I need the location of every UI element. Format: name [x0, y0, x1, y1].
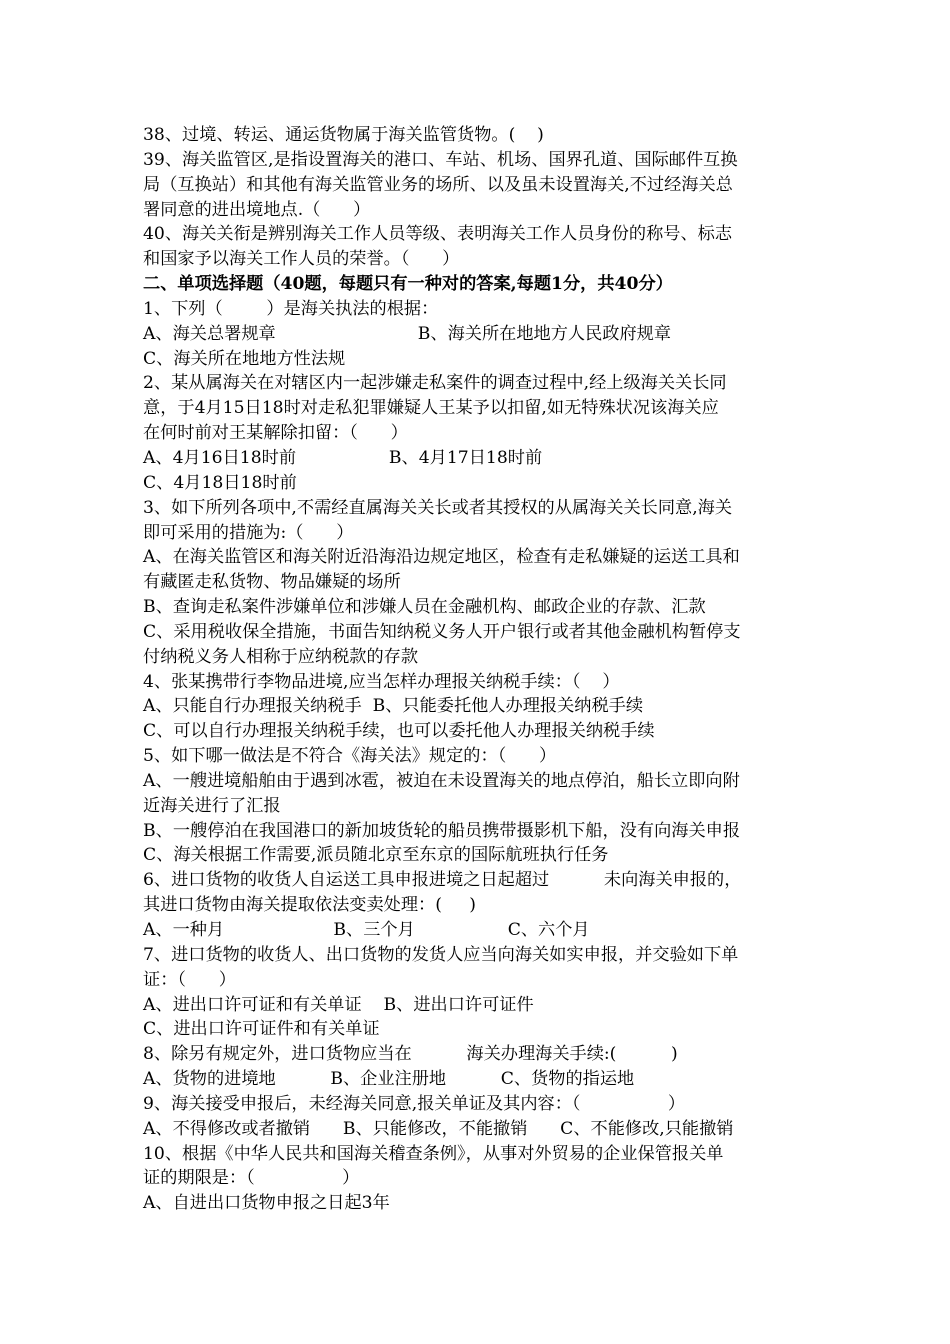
text-line: 局（互换站）和其他有海关监管业务的场所、以及虽未设置海关,不过经海关总 [143, 174, 733, 195]
text-line: C、进出口许可证件和有关单证 [143, 1019, 380, 1040]
text-line: A、在海关监管区和海关附近沿海沿边规定地区，检查有走私嫌疑的运送工具和 [143, 547, 740, 568]
text-line: A、不得修改或者撤销 B、只能修改，不能撤销 C、不能修改,只能撤销 [143, 1118, 734, 1139]
text-line: 付纳税义务人相称于应纳税款的存款 [143, 646, 419, 667]
text-line: 证的期限是：（ ） [143, 1168, 360, 1189]
text-line: A、只能自行办理报关纳税手 B、只能委托他人办理报关纳税手续 [143, 696, 644, 717]
text-line: 其进口货物由海关提取依法变卖处理：( ) [143, 895, 476, 916]
text-line: C、海关所在地地方性法规 [143, 348, 346, 369]
text-line: 4、张某携带行李物品进境,应当怎样办理报关纳税手续：（ ） [143, 671, 620, 692]
text-line: 3、如下所列各项中,不需经直属海关关长或者其授权的从属海关关长同意,海关 [143, 497, 733, 518]
text-line: 即可采用的措施为:（ ） [143, 522, 354, 543]
text-line: 8、除另有规定外，进口货物应当在 海关办理海关手续:( ) [143, 1044, 678, 1065]
text-line: C、采用税收保全措施，书面告知纳税义务人开户银行或者其他金融机构暂停支 [143, 621, 741, 642]
text-line: 7、进口货物的收货人、出口货物的发货人应当向海关如实申报，并交验如下单 [143, 944, 739, 965]
text-line: C、4月18日18时前 [143, 472, 297, 493]
text-line: B、查询走私案件涉嫌单位和涉嫌人员在金融机构、邮政企业的存款、汇款 [143, 597, 706, 618]
text-line: 和国家予以海关工作人员的荣誉。（ ） [143, 249, 460, 270]
text-line: 证：（ ） [143, 969, 236, 990]
text-line: A、一种月 B、三个月 C、六个月 [143, 920, 590, 940]
text-line: 2、某从属海关在对辖区内一起涉嫌走私案件的调查过程中,经上级海关关长同 [143, 373, 727, 394]
text-line: 39、海关监管区,是指设置海关的港口、车站、机场、国界孔道、国际邮件互换 [143, 149, 738, 170]
text-line: 1、下列（ ）是海关执法的根据： [143, 298, 439, 319]
text-line: A、一艘进境船舶由于遇到冰雹，被迫在未设置海关的地点停泊，船长立即向附 [143, 770, 740, 791]
text-line: A、自进出口货物申报之日起3年 [143, 1193, 390, 1214]
text-line: 38、过境、转运、通运货物属于海关监管货物。( ) [143, 125, 544, 145]
text-line: A、货物的进境地 B、企业注册地 C、货物的指运地 [143, 1069, 635, 1090]
section-heading: 二、单项选择题（40题，每题只有一种对的答案,每题1分，共40分） [143, 274, 673, 295]
text-line: 有藏匿走私货物、物品嫌疑的场所 [143, 572, 401, 593]
text-line: B、一艘停泊在我国港口的新加坡货轮的船员携带摄影机下船，没有向海关申报 [143, 820, 741, 841]
text-line: 40、海关关衔是辨别海关工作人员等级、表明海关工作人员身份的称号、标志 [143, 224, 733, 245]
text-line: 5、如下哪一做法是不符合《海关法》规定的：（ ） [143, 746, 557, 767]
text-line: C、可以自行办理报关纳税手续，也可以委托他人办理报关纳税手续 [143, 721, 655, 742]
text-line: 9、海关接受申报后，未经海关同意,报关单证及其内容：（ ） [143, 1093, 686, 1114]
text-line: A、进出口许可证和有关单证 B、进出口许可证件 [143, 994, 534, 1015]
text-line: 10、根据《中华人民共和国海关稽查条例》，从事对外贸易的企业保管报关单 [143, 1143, 724, 1164]
text-line: 署同意的进出境地点.（ ） [143, 199, 371, 220]
text-line: 在何时前对王某解除扣留：（ ） [143, 423, 408, 444]
text-line: 近海关进行了汇报 [143, 795, 281, 816]
text-line: 意，于4月15日18时对走私犯罪嫌疑人王某予以扣留,如无特殊状况该海关应 [143, 398, 719, 419]
text-line: C、海关根据工作需要,派员随北京至东京的国际航班执行任务 [143, 845, 609, 866]
document-page [143, 123, 823, 1216]
text-line: A、4月16日18时前 B、4月17日18时前 [143, 447, 543, 468]
text-line: 6、进口货物的收货人自运送工具申报进境之日起超过 未向海关申报的， [143, 870, 742, 891]
text-line: A、海关总署规章 B、海关所在地地方人民政府规章 [143, 323, 672, 344]
